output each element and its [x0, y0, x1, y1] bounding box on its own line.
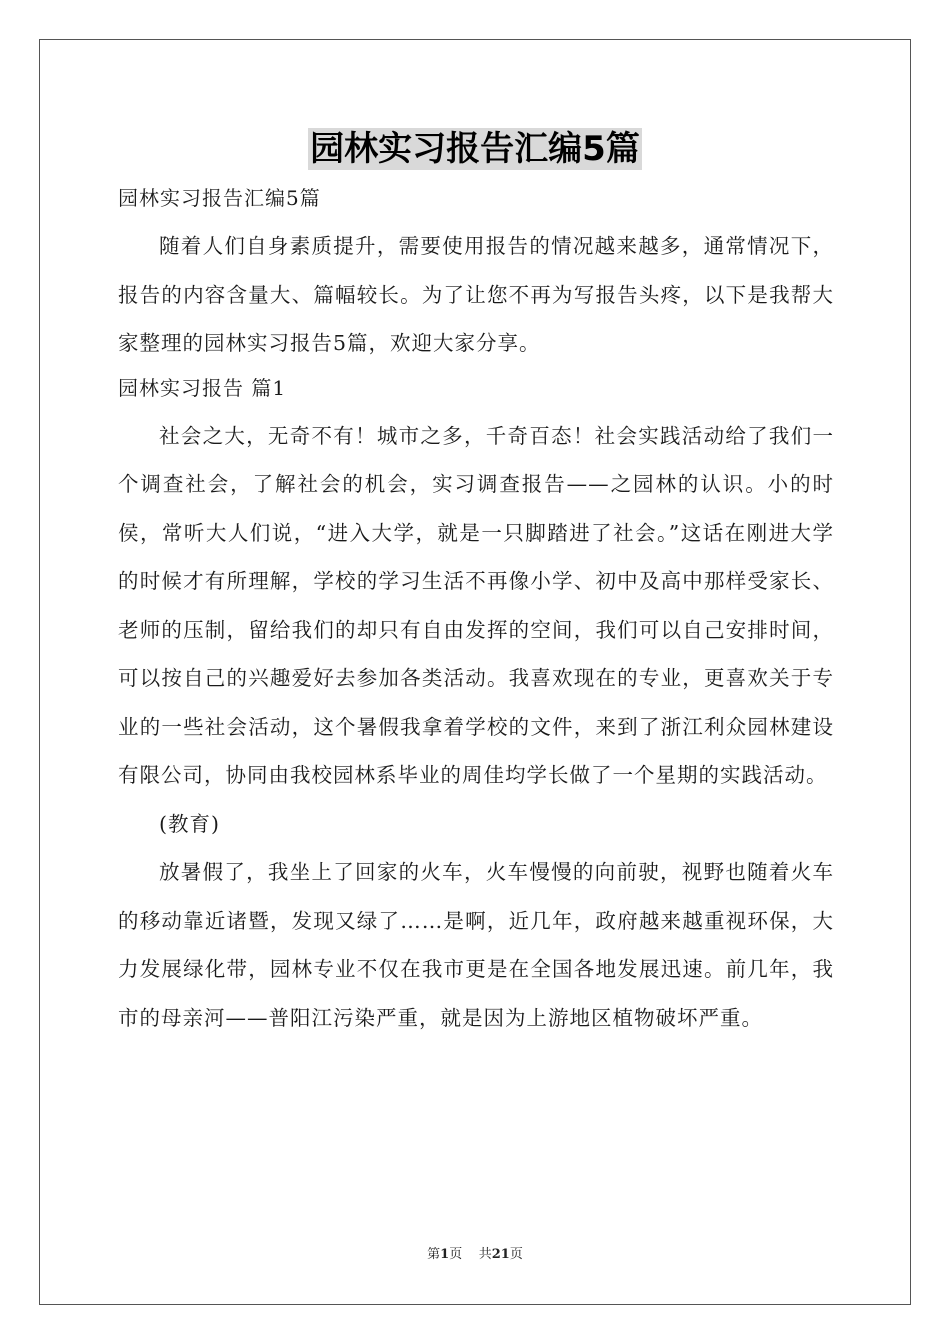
page-suffix: 页 [449, 1247, 463, 1262]
page-footer [0, 1245, 950, 1265]
section-heading: 园林实习报告 篇1 [118, 375, 287, 400]
body-paragraph-2: 放暑假了，我坐上了回家的火车，火车慢慢的向前驶，视野也随着火车的移动靠近诸暨，发现又绿了……是啊，近几年，政府越来越重视环保，大力发展绿化带，园林专业不仅在我市更是在全国各地发展迅速。前几年，我市的母亲河——普阳江污染严重，就是因为上游地区植物破坏严重。 [118, 860, 834, 1030]
document-body [118, 180, 834, 1042]
document-subtitle: 园林实习报告汇编5篇 [118, 186, 321, 210]
body-paragraph-1: 社会之大，无奇不有！城市之多，千奇百态！社会实践活动给了我们一个调查社会，了解社会的机会，实习调查报告——之园林的认识。小的时侯，常听大人们说，“进入大学，就是一只脚踏进了社会。”这话在刚进大学的时候才有所理解，学校的学习生活不再像小学、初中及高中那样受家长、老师的压制，留给我们的却只有自由发挥的空间，我们可以自己安排时间，可以按自己的兴趣爱好去参加各类活动。我喜欢现在的专业，更喜欢关于专业的一些社会活动，这个暑假我拿着学校的文件，来到了浙江利众园林建设有限公司，协同由我校园林系毕业的周佳均学长做了一个星期的实践活动。 [118, 423, 834, 787]
note-paragraph: (教育) [159, 811, 220, 836]
total-pages: 21 [491, 1247, 510, 1262]
total-prefix: 共 [478, 1247, 492, 1262]
document-title: 园林实习报告汇编5篇 [310, 129, 640, 169]
total-suffix: 页 [509, 1247, 523, 1262]
page-number: 1 [440, 1247, 450, 1262]
page-prefix: 第 [427, 1247, 441, 1262]
intro-paragraph: 随着人们自身素质提升，需要使用报告的情况越来越多，通常情况下，报告的内容含量大、篇幅较长。为了让您不再为写报告头疼，以下是我帮大家整理的园林实习报告5篇，欢迎大家分享。 [118, 234, 834, 355]
title-container [0, 128, 950, 170]
